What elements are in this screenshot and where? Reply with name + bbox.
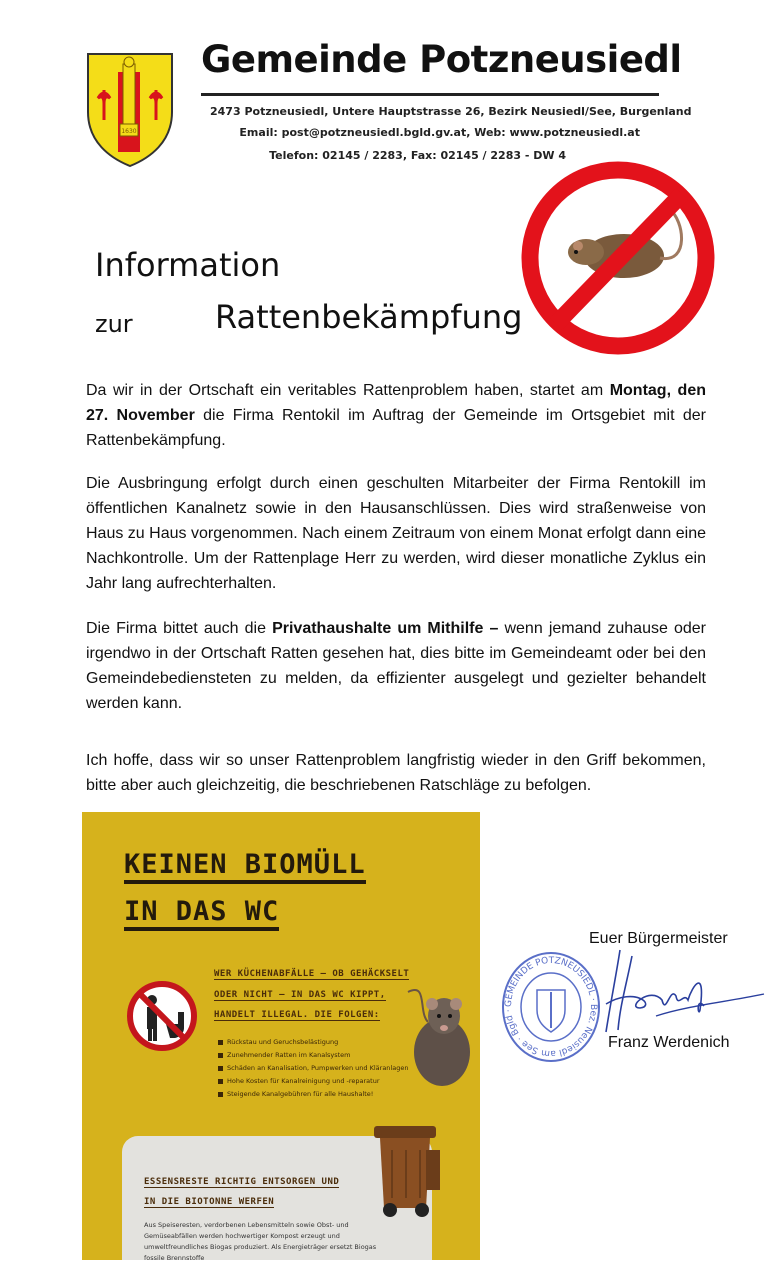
paragraph-procedure: Die Ausbringung erfolgt durch einen geschulten Mitarbeiter der Firma Rentokill im öffentlichen Kanalnetz sowie in den Hausanschlüssen. Dies wird straßenweise von Haus zu Haus vorgenommen. Nach einem Zeitraum von einem Monat erfolgt dann eine Nachkontrolle. Um der Rattenplage Herr zu werden, wird dieser monatliche Zyklus ein Jahr lang aufrechterhalten. xyxy=(86,475,706,592)
paragraph-closing: Ich hoffe, dass wir so unser Rattenproblem langfristig wieder in den Griff bekommen, bitte aber auch gleichzeitig, die beschriebenen Ratschläge zu befolgen. xyxy=(86,752,706,794)
contact-line: Email: post@potzneusiedl.bgld.gv.at, Web: www.potzneusiedl.at xyxy=(239,126,640,139)
poster-warning-line1: WER KÜCHENABFÄLLE – OB GEHÄCKSELT xyxy=(214,969,410,979)
phone-line: Telefon: 02145 / 2283, Fax: 02145 / 2283 - DW 4 xyxy=(269,149,566,162)
poster-title-line1: KEINEN BIOMÜLL xyxy=(124,850,366,884)
rat-icon xyxy=(398,982,478,1092)
paragraph-start-date: Da wir in der Ortschaft ein veritables Rattenproblem haben, startet am Montag, den 27. November die Firma Rentokil im Auftrag der Gemeinde im Ortsgebiet mit der Rattenbekämpfung. xyxy=(86,382,707,449)
no-toilet-disposal-icon xyxy=(126,980,198,1052)
seal-text: GEMEINDE POTZNEUSIEDL · Bez. Neusiedl am See · Bgld · xyxy=(503,955,599,1059)
list-item: Steigende Kanalgebühren für alle Haushalte! xyxy=(218,1088,358,1101)
list-item: Schäden an Kanalisation, Pumpwerken und Kläranlagen xyxy=(218,1062,358,1075)
disposal-heading-line2: IN DIE BIOTONNE WERFEN xyxy=(144,1197,275,1207)
biomuell-poster xyxy=(82,812,480,1260)
disposal-body-text: Aus Speiseresten, verdorbenen Lebensmitteln sowie Obst- und Gemüseabfällen werden hochwertiger Kompost erzeugt und umweltfreundliches Biogas produziert. Als Energieträger ersetzt Biogas fossile Brennstoffe xyxy=(144,1221,377,1260)
consequences-list xyxy=(218,1036,409,1101)
signature-title: Euer Bürgermeister xyxy=(589,930,728,947)
page-title: Gemeinde Potzneusiedl xyxy=(201,38,682,81)
municipal-seal-icon xyxy=(499,948,603,1066)
organic-waste-bin-icon xyxy=(370,1120,446,1220)
poster-warning-line2: ODER NICHT – IN DAS WC KIPPT, xyxy=(214,990,386,1000)
disposal-heading-line1: ESSENSRESTE RICHTIG ENTSORGEN UND xyxy=(144,1177,340,1187)
list-item: Zunehmender Ratten im Kanalsystem xyxy=(218,1049,358,1062)
no-rats-icon xyxy=(520,160,716,356)
poster-warning-line3: HANDELT ILLEGAL. DIE FOLGEN: xyxy=(214,1010,380,1020)
list-item: Hohe Kosten für Kanalreinigung und -reparatur xyxy=(218,1075,358,1088)
heading-information: Information xyxy=(95,246,281,284)
heading-zur: zur xyxy=(95,310,133,338)
address-line: 2473 Potzneusiedl, Untere Hauptstrasse 26, Bezirk Neusiedl/See, Burgenland xyxy=(210,105,692,118)
heading-rattenbekaempfung: Rattenbekämpfung xyxy=(215,298,523,336)
poster-title-line2: IN DAS WC xyxy=(124,897,279,931)
signature-name: Franz Werdenich xyxy=(608,1034,730,1051)
handwritten-signature xyxy=(596,946,766,1040)
crest-year: 1630 xyxy=(121,128,137,135)
paragraph-help-request: Die Firma bittet auch die Privathaushalte um Mithilfe – wenn jemand zuhause oder irgendwo in der Ortschaft Ratten gesehen hat, dies bitte im Gemeindeamt oder bei den Gemeindebediensteten zu melden, da effizienter ausgelegt und gezielter behandelt werden kann. xyxy=(86,620,706,712)
title-divider xyxy=(201,93,659,96)
list-item: Rückstau und Geruchsbelästigung xyxy=(218,1036,358,1049)
